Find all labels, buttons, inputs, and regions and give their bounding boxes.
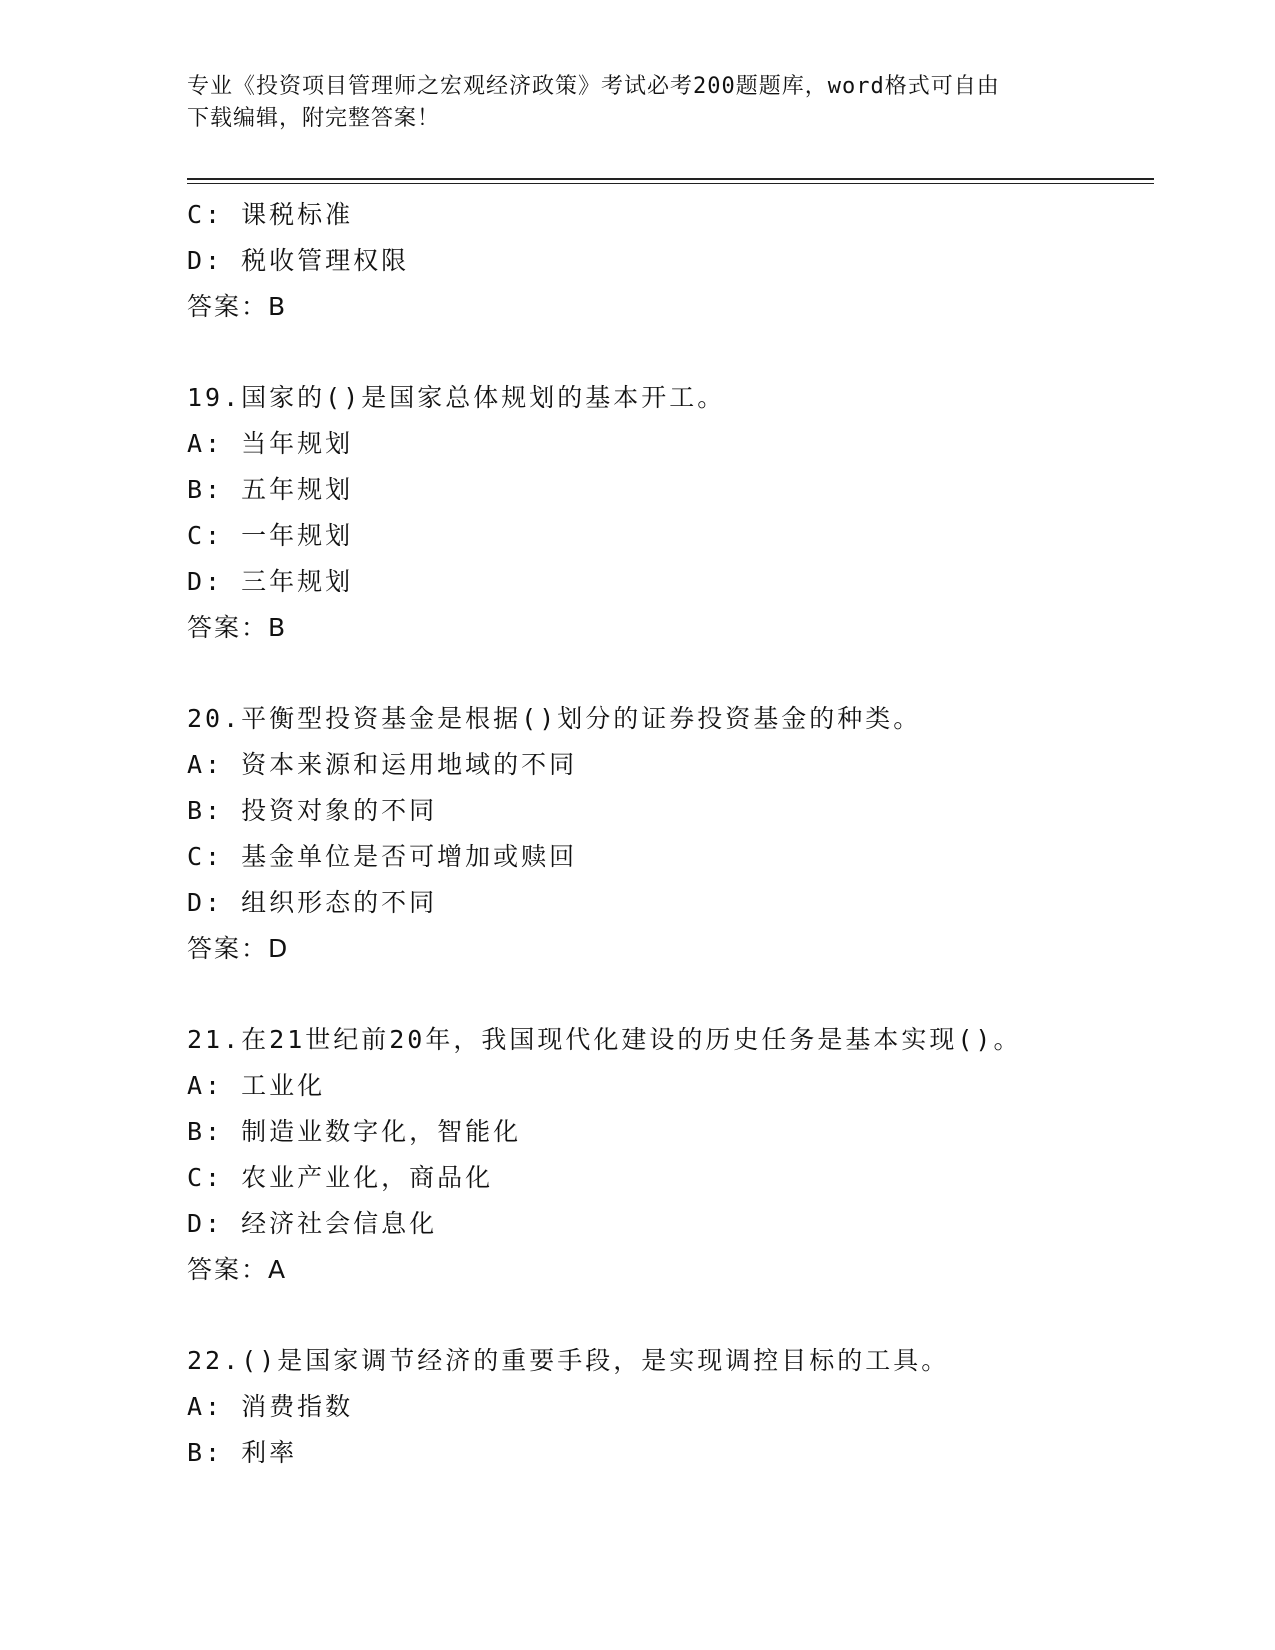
block-spacer — [187, 1293, 1147, 1338]
question-block-18 — [187, 192, 1147, 330]
option-a: A: 当年规划 — [187, 429, 354, 458]
answer-line: 答案：B — [187, 292, 288, 321]
option-c: C: 农业产业化，商品化 — [187, 1163, 494, 1192]
question-block-19 — [187, 375, 1147, 651]
option-c: C: 课税标准 — [187, 200, 354, 229]
answer-line: 答案：A — [187, 1255, 288, 1284]
question-text: 19.国家的()是国家总体规划的基本开工。 — [187, 383, 726, 412]
answer-line: 答案：B — [187, 613, 288, 642]
header-divider-thick — [187, 178, 1154, 180]
question-text: 21.在21世纪前20年，我国现代化建设的历史任务是基本实现()。 — [187, 1025, 1022, 1054]
option-c: C: 基金单位是否可增加或赎回 — [187, 842, 578, 871]
option-b: B: 制造业数字化，智能化 — [187, 1117, 522, 1146]
question-block-20 — [187, 696, 1147, 972]
question-block-22 — [187, 1338, 1147, 1476]
block-spacer — [187, 330, 1147, 375]
question-text: 22.()是国家调节经济的重要手段，是实现调控目标的工具。 — [187, 1346, 950, 1375]
question-block-21 — [187, 1017, 1147, 1293]
option-d: D: 税收管理权限 — [187, 246, 410, 275]
option-b: B: 利率 — [187, 1438, 298, 1467]
option-c: C: 一年规划 — [187, 521, 354, 550]
header-line-1: 专业《投资项目管理师之宏观经济政策》考试必考200题题库，word格式可自由 — [187, 74, 1000, 99]
option-b: B: 五年规划 — [187, 475, 354, 504]
block-spacer — [187, 651, 1147, 696]
header-line-2: 下载编辑，附完整答案！ — [187, 106, 441, 131]
option-a: A: 资本来源和运用地域的不同 — [187, 750, 578, 779]
option-a: A: 工业化 — [187, 1071, 326, 1100]
option-d: D: 经济社会信息化 — [187, 1209, 438, 1238]
question-text: 20.平衡型投资基金是根据()划分的证券投资基金的种类。 — [187, 704, 922, 733]
option-d: D: 三年规划 — [187, 567, 354, 596]
answer-line: 答案：D — [187, 934, 290, 963]
option-a: A: 消费指数 — [187, 1392, 354, 1421]
option-b: B: 投资对象的不同 — [187, 796, 438, 825]
block-spacer — [187, 972, 1147, 1017]
question-list — [187, 192, 1147, 1476]
header-divider-thin — [187, 183, 1154, 184]
option-d: D: 组织形态的不同 — [187, 888, 438, 917]
document-header — [187, 71, 1077, 135]
